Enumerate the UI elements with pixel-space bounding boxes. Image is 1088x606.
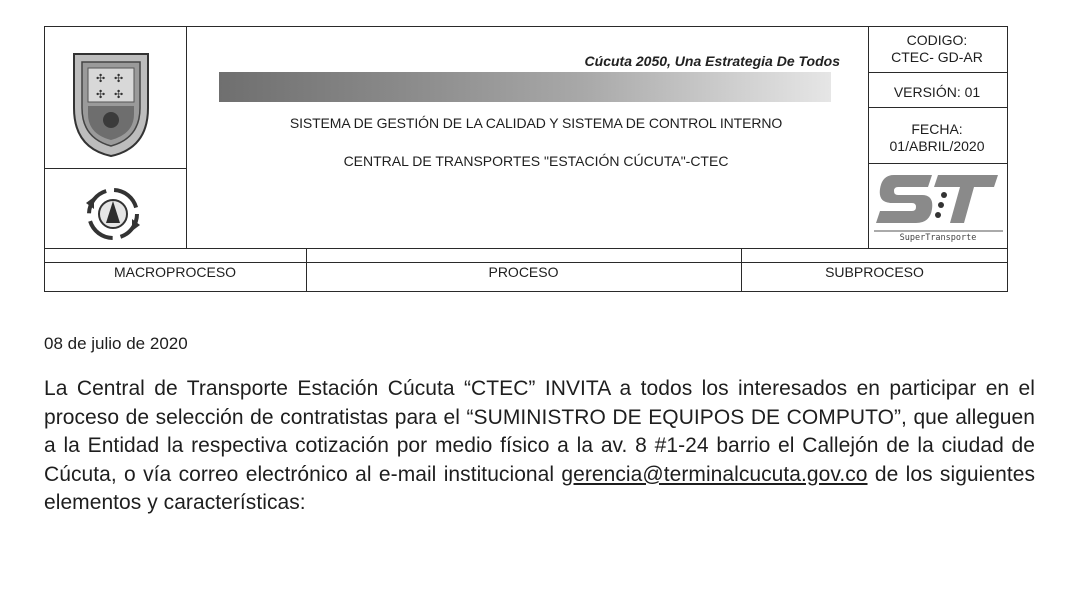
system-title: SISTEMA DE GESTIÓN DE LA CALIDAD Y SISTEMA DE CONTROL INTERNO [289,115,783,131]
header-divider [868,72,1008,73]
svg-text:✣: ✣ [96,72,106,85]
fecha-label: FECHA: [911,121,963,137]
decorative-banner [219,72,831,102]
institutional-email-link[interactable]: gerencia@terminalcucuta.gov.co [561,462,868,486]
svg-text:✣: ✣ [114,88,124,101]
version-label: VERSIÓN: 01 [893,84,981,100]
macroproceso-label: MACROPROCESO [113,264,237,280]
svg-text:SuperTransporte: SuperTransporte [899,233,977,243]
svg-text:✣: ✣ [96,88,106,101]
header-divider [868,107,1008,108]
header-divider [44,168,186,169]
paragraph-text-after-email: de los siguientes elementos y características: [44,462,1035,514]
letter-paragraph [44,375,1035,518]
slogan: Cúcuta 2050, Una Estrategia De Todos [584,53,840,69]
codigo-value: CTEC- GD-AR [891,49,983,65]
terminal-emblem-logo [72,183,154,245]
header-divider [186,26,187,248]
fecha-value: 01/ABRIL/2020 [889,138,985,154]
subproceso-label: SUBPROCESO [825,264,924,280]
svg-text:✣: ✣ [114,72,124,85]
central-title: CENTRAL DE TRANSPORTES "ESTACIÓN CÚCUTA"-CTEC [343,153,729,169]
supertransporte-logo [872,165,1005,243]
paragraph-text-before-email: La Central de Transporte Estación Cúcuta “CTEC” INVITA a todos los interesados en participar en el proceso de selección de contratistas para el “SUMINISTRO DE EQUIPOS DE COMPUTO”, que alleguen a la Entidad la respectiva cotización por medio físico a la av. 8 #1-24 barrio el Callejón de la ciudad de Cúcuta, o vía correo electrónico al e-mail institucional [44,377,1035,486]
codigo-label: CODIGO: [906,32,968,48]
proceso-label: PROCESO [488,264,559,280]
letter-date: 08 de julio de 2020 [44,334,188,353]
header-divider [44,248,1008,249]
city-crest-logo [68,48,154,160]
